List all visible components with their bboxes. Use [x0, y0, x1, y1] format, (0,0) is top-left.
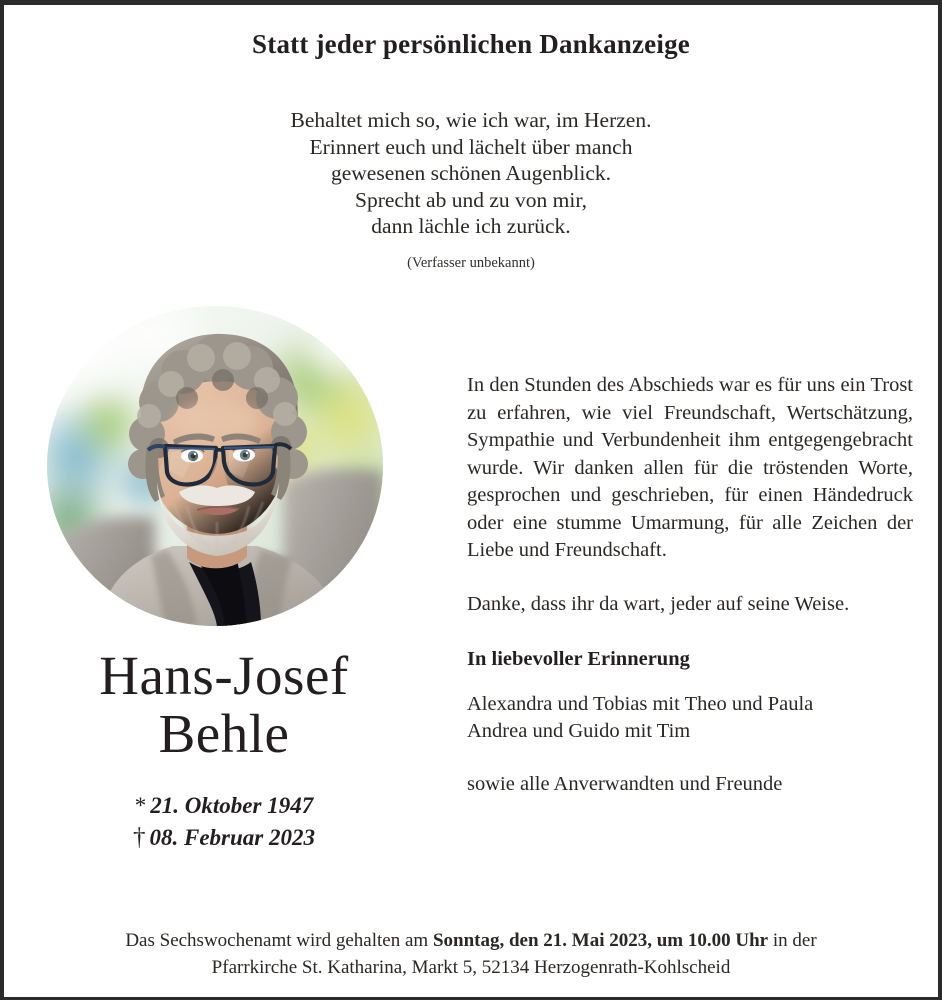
memory-heading: In liebevoller Erinnerung [467, 648, 690, 670]
birth-date: 21. Oktober 1947 [150, 793, 314, 818]
service-prefix: Das Sechswochenamt wird gehalten am [125, 930, 433, 951]
deceased-last-name: Behle [158, 703, 290, 764]
poem-line: Erinnert euch und lächelt über manch [309, 134, 633, 159]
poem-line: Behaltet mich so, wie ich war, im Herzen. [290, 108, 652, 132]
death-date: 08. Februar 2023 [149, 825, 315, 850]
family-line: Alexandra und Tobias mit Theo und Paula [467, 693, 814, 715]
page-title: Statt jeder persönlichen Dankanzeige [252, 29, 690, 59]
portrait-photo [47, 306, 383, 626]
birth-star-icon: * [134, 793, 147, 818]
poem-line: Sprecht ab und zu von mir, [354, 187, 587, 212]
poem-line: gewesenen schönen Augenblick. [330, 161, 611, 185]
birth-date-row [4, 790, 444, 822]
body-area [4, 292, 938, 892]
service-suffix: in der [768, 930, 817, 951]
life-dates [4, 790, 444, 854]
service-datetime: Sonntag, den 21. Mai 2023, um 10.00 Uhr [432, 930, 769, 951]
danke-paragraph: Danke, dass ihr da wart, jeder auf seine Weise. [467, 592, 850, 615]
family-list [467, 691, 913, 745]
service-info [4, 927, 938, 981]
cross-icon: † [133, 824, 146, 851]
portrait-photo-wrap [47, 306, 383, 626]
service-line-2: Pfarrkirche St. Katharina, Markt 5, 52134 Herzogenrath-Kohlscheid [211, 957, 731, 978]
deceased-first-name: Hans-Josef [99, 645, 349, 706]
service-line-1 [54, 927, 888, 954]
deceased-name-block [4, 647, 444, 854]
memorial-poem [4, 107, 938, 276]
thanks-column [467, 372, 913, 796]
family-line: Andrea und Guido mit Tim [467, 720, 691, 742]
poem-line: dann lächle ich zurück. [371, 214, 571, 238]
poem-attribution: (Verfasser unbekannt) [407, 254, 535, 271]
death-date-row [4, 822, 444, 854]
thanks-paragraph: In den Stunden des Abschieds war es für uns ein Trost zu erfahren, wie viel Freundschaft, Wertschätzung, Sympathie und Verbundenheit ihm entgegengebracht wurde. Wir danken allen für die tröstenden Worte, gesprochen und geschrieben, für einen Händedruck oder eine stumme Umarmung, für alle Zeichen der Liebe und Freundschaft. [467, 374, 913, 561]
relatives-line: sowie alle Anverwandten und Freunde [467, 773, 783, 795]
